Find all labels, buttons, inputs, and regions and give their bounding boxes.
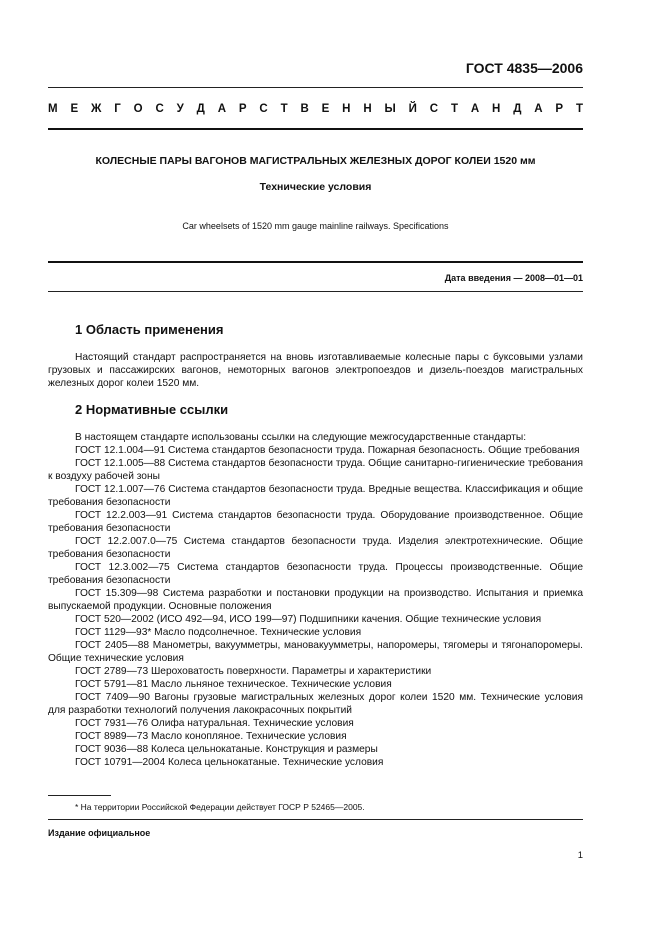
document-title: КОЛЕСНЫЕ ПАРЫ ВАГОНОВ МАГИСТРАЛЬНЫХ ЖЕЛЕЗНЫХ ДОРОГ КОЛЕИ 1520 мм [95,155,536,167]
reference-item: ГОСТ 1129—93* Масло подсолнечное. Технические условия [75,627,362,638]
english-title: Car wheelsets of 1520 mm gauge mainline railways. Specifications [182,221,449,231]
reference-item: ГОСТ 2789—73 Шероховатость поверхности. Параметры и характеристики [75,666,432,677]
reference-item: ГОСТ 12.2.007.0—75 Система стандартов безопасности труда. Изделия электротехнические. Общие требования безопасности [48,536,583,560]
section-1-heading: 1 Область применения [75,322,224,337]
footnote-separator [48,795,111,796]
section-1-text [48,351,583,390]
reference-item: ГОСТ 8989—73 Масло конопляное. Технические условия [75,731,347,742]
banner-rule [48,128,583,130]
section-1-paragraph: Настоящий стандарт распространяется на вновь изготавливаемые колесные пары с буксовыми узлами грузовых и пассажирских вагонов, немоторных вагонов электропоездов и дизель-поездов магистральных железных дорог колеи 1520 мм. [48,352,583,389]
interstate-standard-banner: М Е Ж Г О С У Д А Р С Т В Е Н Н Ы Й С Т А Н Д А Р Т [48,103,583,115]
document-code: ГОСТ 4835—2006 [465,60,583,76]
reference-item: ГОСТ 7409—90 Вагоны грузовые магистральных железных дорог колеи 1520 мм. Технические условия для разработки технологий получения лакокрасочных покрытий [48,692,583,716]
reference-item: ГОСТ 15.309—98 Система разработки и постановки продукции на производство. Испытания и приемка выпускаемой продукции. Основные положения [48,588,583,612]
section-2-heading: 2 Нормативные ссылки [75,402,229,417]
edition-label: Издание официальное [48,828,151,838]
reference-item: ГОСТ 12.3.002—75 Система стандартов безопасности труда. Процессы производственные. Общие требования безопасности [48,562,583,586]
date-rule [48,291,583,292]
reference-item: ГОСТ 520—2002 (ИСО 492—94, ИСО 199—97) Подшипники качения. Общие технические условия [75,614,542,625]
reference-item: ГОСТ 10791—2004 Колеса цельнокатаные. Технические условия [75,757,384,768]
reference-item: ГОСТ 5791—81 Масло льняное техническое. Технические условия [75,679,392,690]
normative-references [48,431,583,769]
reference-item: ГОСТ 9036—88 Колеса цельнокатаные. Конструкция и размеры [75,744,378,755]
header-rule [48,87,583,88]
title-rule [48,261,583,263]
introduction-date: Дата введения — 2008—01—01 [444,273,583,283]
page-number: 1 [577,850,583,861]
footnote: * На территории Российской Федерации действует ГОСР Р 52465—2005. [75,802,365,812]
references-intro: В настоящем стандарте использованы ссылки на следующие межгосударственные стандарты: [75,432,527,443]
footer-rule [48,819,583,820]
reference-item: ГОСТ 12.1.004—91 Система стандартов безопасности труда. Пожарная безопасность. Общие требования [75,445,580,456]
reference-item: ГОСТ 7931—76 Олифа натуральная. Технические условия [75,718,354,729]
document-subtitle: Технические условия [259,181,372,193]
reference-item: ГОСТ 2405—88 Манометры, вакуумметры, мановакуумметры, напоромеры, тягомеры и тягонапоромеры. Общие технические условия [48,640,583,664]
reference-item: ГОСТ 12.1.007—76 Система стандартов безопасности труда. Вредные вещества. Классификация и общие требования безопасности [48,484,583,508]
reference-item: ГОСТ 12.1.005—88 Система стандартов безопасности труда. Общие санитарно-гигиенические требования к воздуху рабочей зоны [48,458,583,482]
reference-item: ГОСТ 12.2.003—91 Система стандартов безопасности труда. Оборудование производственное. Общие требования безопасности [48,510,583,534]
